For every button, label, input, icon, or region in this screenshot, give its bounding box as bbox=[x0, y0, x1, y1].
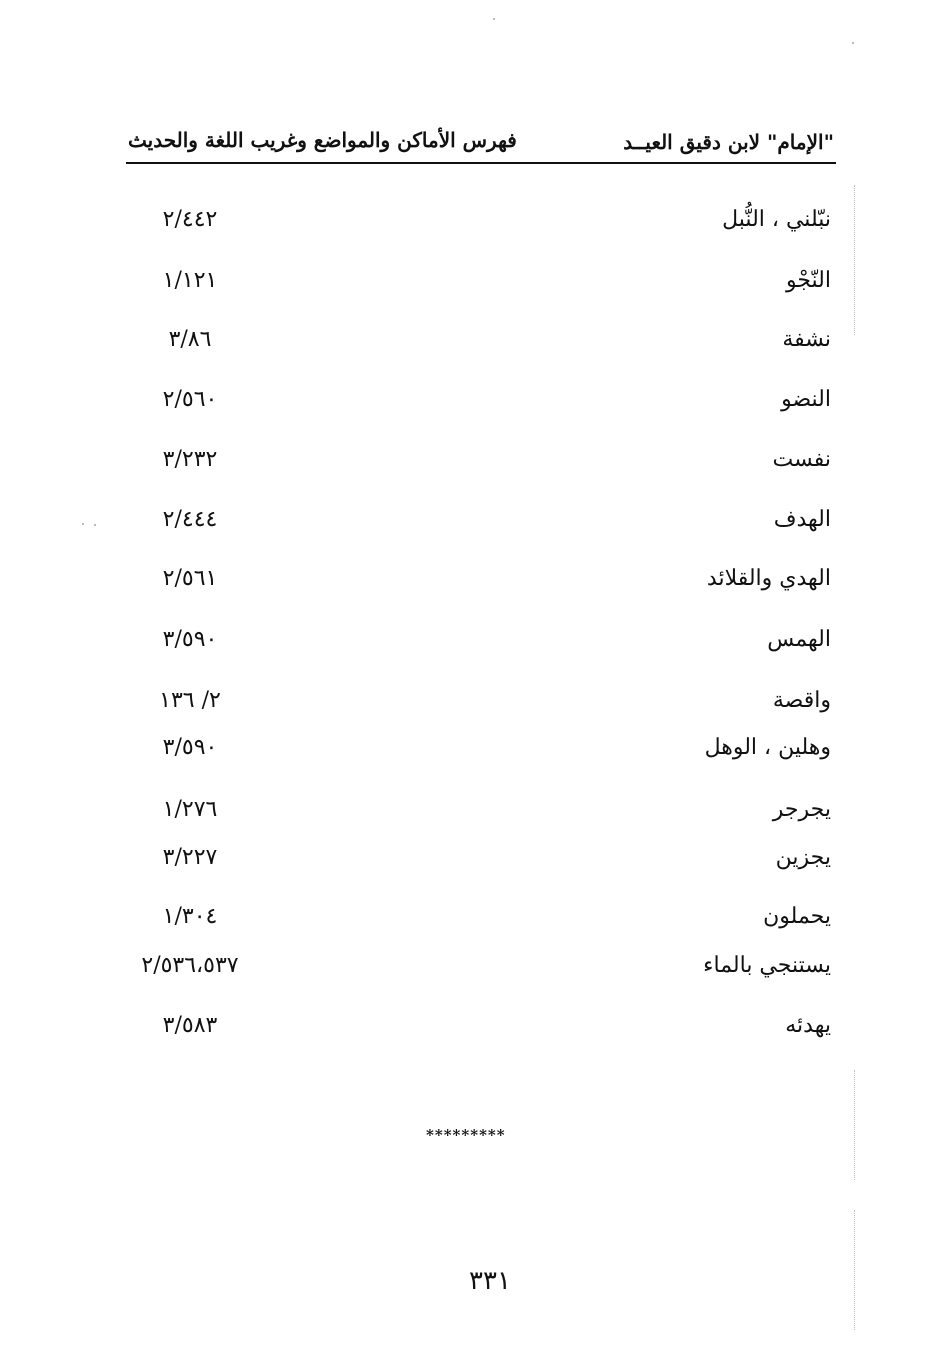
entry-reference: ٢/٤٤٤ bbox=[162, 507, 218, 532]
entry-term: يهدئه bbox=[785, 1013, 831, 1038]
entry-term: نشفة bbox=[782, 327, 831, 352]
entry-term: يستنجي بالماء bbox=[703, 953, 831, 978]
index-entry bbox=[0, 845, 941, 885]
entry-reference: ٢/٥٦٠ bbox=[162, 387, 218, 412]
entry-reference: ٣/٢٢٧ bbox=[162, 845, 218, 870]
scan-dots bbox=[854, 185, 856, 335]
entry-reference: ١/٣٠٤ bbox=[162, 904, 218, 929]
entry-term: واقصة bbox=[772, 688, 831, 713]
entry-term: يحملون bbox=[763, 904, 831, 929]
entry-term: يجرجر bbox=[772, 797, 831, 822]
index-entry bbox=[0, 904, 941, 944]
entry-reference: ٢/ ١٣٦ bbox=[159, 688, 221, 713]
index-entry bbox=[0, 797, 941, 837]
entry-term: يجزين bbox=[775, 845, 831, 870]
scan-speck bbox=[94, 524, 96, 526]
running-header bbox=[126, 126, 836, 164]
index-entry bbox=[0, 507, 941, 547]
index-entry bbox=[0, 387, 941, 427]
entry-term: النضو bbox=[781, 387, 831, 412]
entry-reference: ٣/٢٣٢ bbox=[162, 447, 218, 472]
index-entry bbox=[0, 627, 941, 667]
scan-speck bbox=[852, 42, 854, 44]
entry-term: نبّلني ، النُّبل bbox=[722, 207, 831, 232]
header-book-title: "الإمام" لابن دقيق العيــد bbox=[623, 130, 834, 154]
scan-dots bbox=[854, 1070, 856, 1180]
index-entry bbox=[0, 1013, 941, 1053]
entry-reference: ٣/٥٩٠ bbox=[162, 735, 218, 760]
index-entry bbox=[0, 447, 941, 487]
entry-reference: ١/٢٧٦ bbox=[162, 797, 218, 822]
entry-reference: ٢/٥٣٦،٥٣٧ bbox=[141, 953, 239, 978]
index-entry bbox=[0, 327, 941, 367]
scan-speck bbox=[493, 18, 495, 20]
entry-term: الهدي والقلائد bbox=[706, 566, 831, 591]
entry-reference: ٢/٤٤٢ bbox=[162, 207, 218, 232]
entry-reference: ٣/٨٦ bbox=[168, 327, 212, 352]
entry-reference: ٢/٥٦١ bbox=[162, 566, 218, 591]
scan-dots bbox=[854, 1210, 856, 1330]
page-number: ٣٣١ bbox=[469, 1266, 511, 1296]
entry-term: النّجْو bbox=[785, 268, 831, 293]
index-entry bbox=[0, 207, 941, 247]
header-index-title: فهرس الأماكن والمواضع وغريب اللغة والحديث bbox=[128, 128, 517, 152]
index-entry bbox=[0, 953, 941, 993]
index-entry bbox=[0, 566, 941, 606]
index-entry bbox=[0, 735, 941, 775]
entry-term: الهدف bbox=[773, 507, 831, 532]
entry-reference: ١/١٢١ bbox=[162, 268, 218, 293]
section-separator: ********* bbox=[426, 1126, 506, 1144]
index-entry bbox=[0, 688, 941, 728]
scan-speck bbox=[82, 523, 84, 525]
entry-term: الهمس bbox=[767, 627, 831, 652]
entry-term: نفست bbox=[772, 447, 831, 472]
entry-reference: ٣/٥٨٣ bbox=[162, 1013, 218, 1038]
entry-reference: ٣/٥٩٠ bbox=[162, 627, 218, 652]
index-entry bbox=[0, 268, 941, 308]
entry-term: وهلين ، الوهل bbox=[704, 735, 831, 760]
